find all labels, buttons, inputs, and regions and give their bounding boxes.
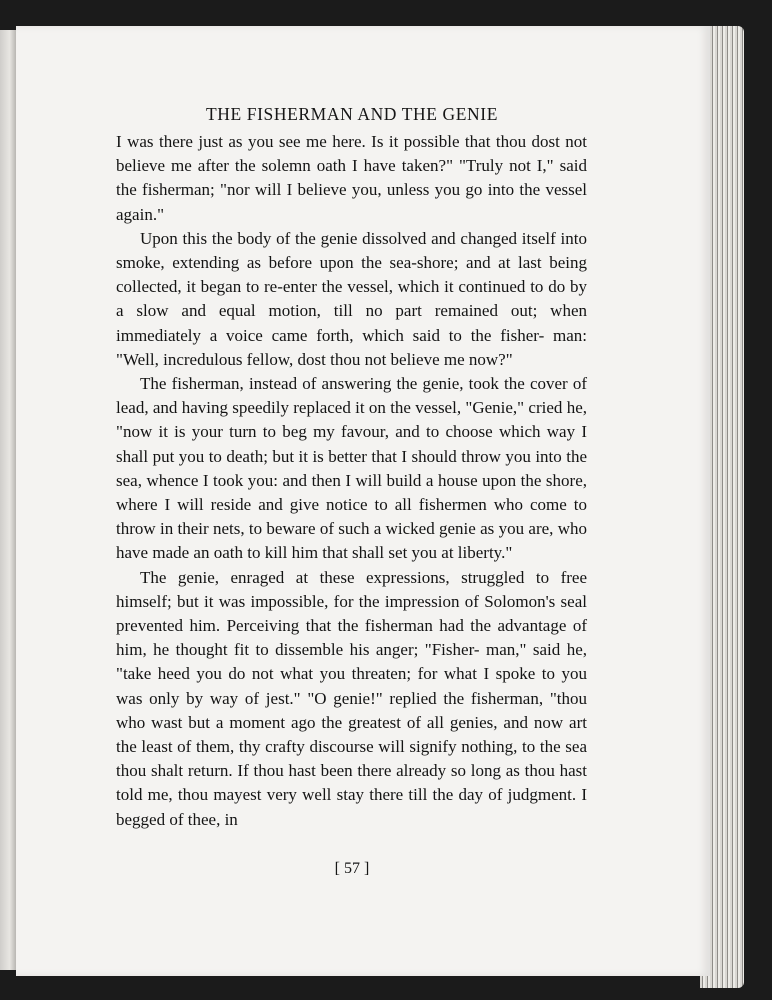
body-text bbox=[116, 130, 587, 832]
running-head: THE FISHERMAN AND THE GENIE bbox=[206, 104, 498, 124]
facing-page-edge bbox=[0, 30, 16, 970]
paragraph-4: The genie, enraged at these expressions, struggled to free himself; but it was impossible, for the impression of Solomon's seal prevented him. Perceiving that the fisherman had the advantage of him, he thought fit to dissemble his anger; "Fisher- man," said he, "take heed you do not what you threaten; for what I spoke to you was only by way of jest." "O genie!" replied the fisherman, "thou who wast but a moment ago the greatest of all genies, and now art the least of them, thy crafty discourse will signify nothing, to the sea thou shalt return. If thou hast been there already so long as thou hast told me, thou mayest very well stay there till the day of judgment. I begged of thee, in bbox=[116, 567, 587, 829]
book-page bbox=[16, 26, 710, 976]
paragraph-1: I was there just as you see me here. Is it possible that thou dost not believe me after the solemn oath I have taken?" "Truly not I," said the fisherman; "nor will I believe you, unless you go into the vessel again." bbox=[116, 132, 587, 224]
paragraph-3: The fisherman, instead of answering the genie, took the cover of lead, and having speedily replaced it on the vessel, "Genie," cried he, "now it is your turn to beg my favour, and to choose which way I shall put you to death; but it is better that I should throw you into the sea, whence I took you: and then I will build a house upon the shore, where I will reside and give notice to all fishermen who come to throw in their nets, to beware of such a wicked genie as you are, who have made an oath to kill him that shall set you at liberty." bbox=[116, 374, 587, 563]
paragraph-2: Upon this the body of the genie dissolved and changed itself into smoke, extending as before upon the sea-shore; and at last being collected, it began to re-enter the vessel, which it continued to do by a slow and equal motion, till no part remained out; when immediately a voice came forth, which said to the fisher- man: "Well, incredulous fellow, dost thou not believe me now?" bbox=[116, 228, 587, 369]
page-number: [ 57 ] bbox=[334, 860, 370, 877]
